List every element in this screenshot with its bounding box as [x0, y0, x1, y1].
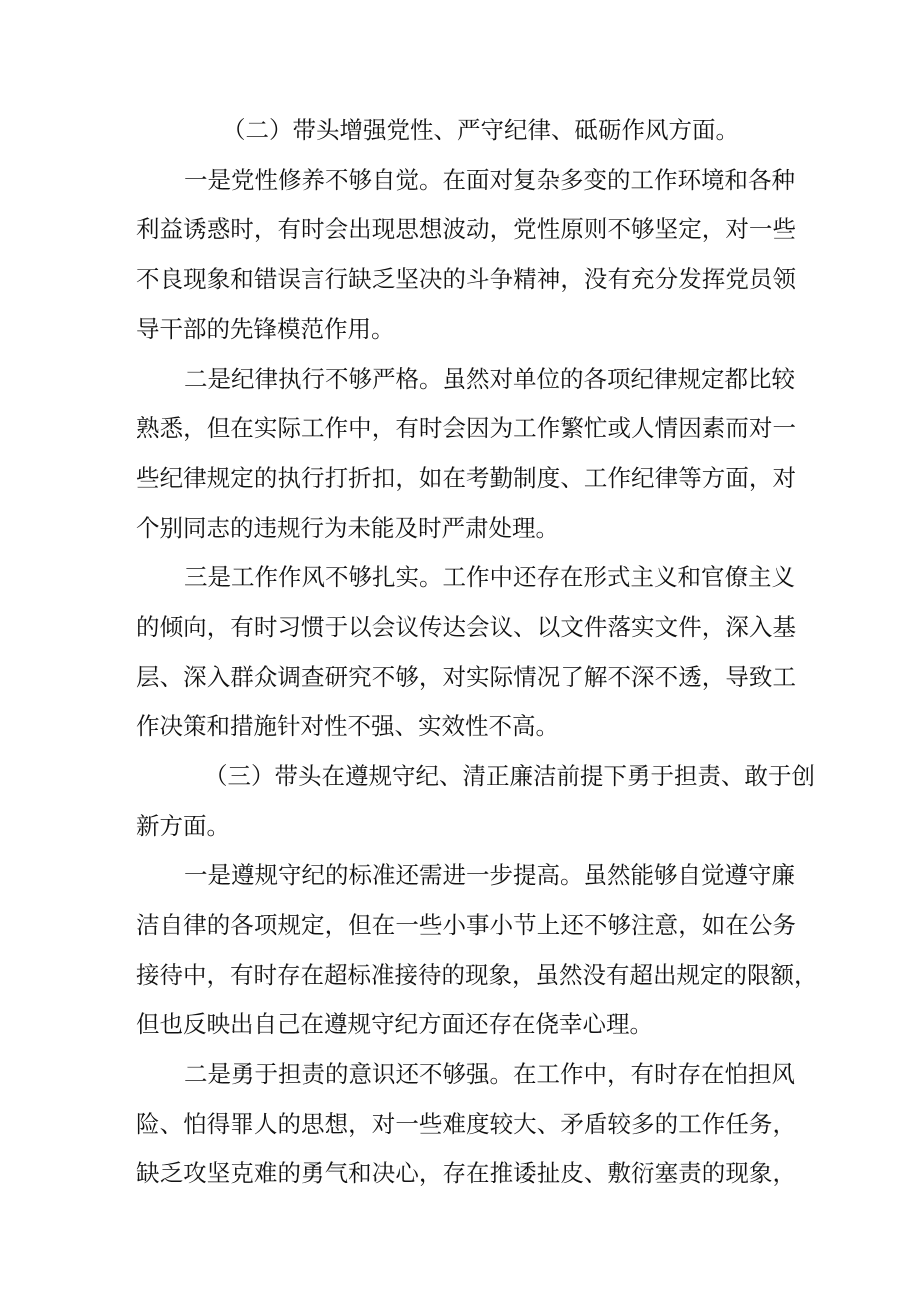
paragraph-line: 缺乏攻坚克难的勇气和决心，存在推诿扯皮、敷衍塞责的现象，: [136, 1159, 796, 1187]
paragraph-line: 层、深入群众调查研究不够，对实际情况了解不深不透，导致工: [136, 663, 796, 691]
paragraph-line: 二是纪律执行不够严格。虽然对单位的各项纪律规定都比较: [184, 365, 795, 393]
paragraph-line: 熟悉，但在实际工作中，有时会因为工作繁忙或人情因素而对一: [136, 414, 796, 442]
paragraph-line: 利益诱惑时，有时会出现思想波动，党性原则不够坚定，对一些: [136, 215, 796, 243]
paragraph-line: 一是党性修养不够自觉。在面对复杂多变的工作环境和各种: [184, 166, 795, 194]
paragraph-line: 个别同志的违规行为未能及时严肃处理。: [136, 514, 559, 542]
paragraph-line: 二是勇于担责的意识还不够强。在工作中，有时存在怕担风: [184, 1060, 795, 1088]
paragraph-line: 导干部的先锋模范作用。: [136, 315, 395, 343]
paragraph-line: 不良现象和错误言行缺乏坚决的斗争精神，没有充分发挥党员领: [136, 265, 796, 293]
section-heading-3: （三）带头在遵规守纪、清正廉洁前提下勇于担责、敢于创: [204, 762, 815, 790]
paragraph-line: 洁自律的各项规定，但在一些小事小节上还不够注意，如在公务: [136, 911, 796, 939]
section-heading-2: （二）带头增强党性、严守纪律、砥砺作风方面。: [222, 116, 739, 144]
paragraph-line: 接待中，有时存在超标准接待的现象，虽然没有超出规定的限额，: [136, 961, 818, 989]
paragraph-line: 一是遵规守纪的标准还需进一步提高。虽然能够自觉遵守廉: [184, 861, 795, 889]
paragraph-line: 但也反映出自己在遵规守纪方面还存在侥幸心理。: [136, 1010, 653, 1038]
paragraph-line: 三是工作作风不够扎实。工作中还存在形式主义和官僚主义: [184, 563, 795, 591]
paragraph-line: 些纪律规定的执行打折扣，如在考勤制度、工作纪律等方面，对: [136, 464, 796, 492]
paragraph-line: 险、怕得罪人的思想，对一些难度较大、矛盾较多的工作任务，: [136, 1110, 796, 1138]
section-heading-3-continued: 新方面。: [136, 812, 230, 840]
paragraph-line: 作决策和措施针对性不强、实效性不高。: [136, 712, 559, 740]
paragraph-line: 的倾向，有时习惯于以会议传达会议、以文件落实文件，深入基: [136, 613, 796, 641]
